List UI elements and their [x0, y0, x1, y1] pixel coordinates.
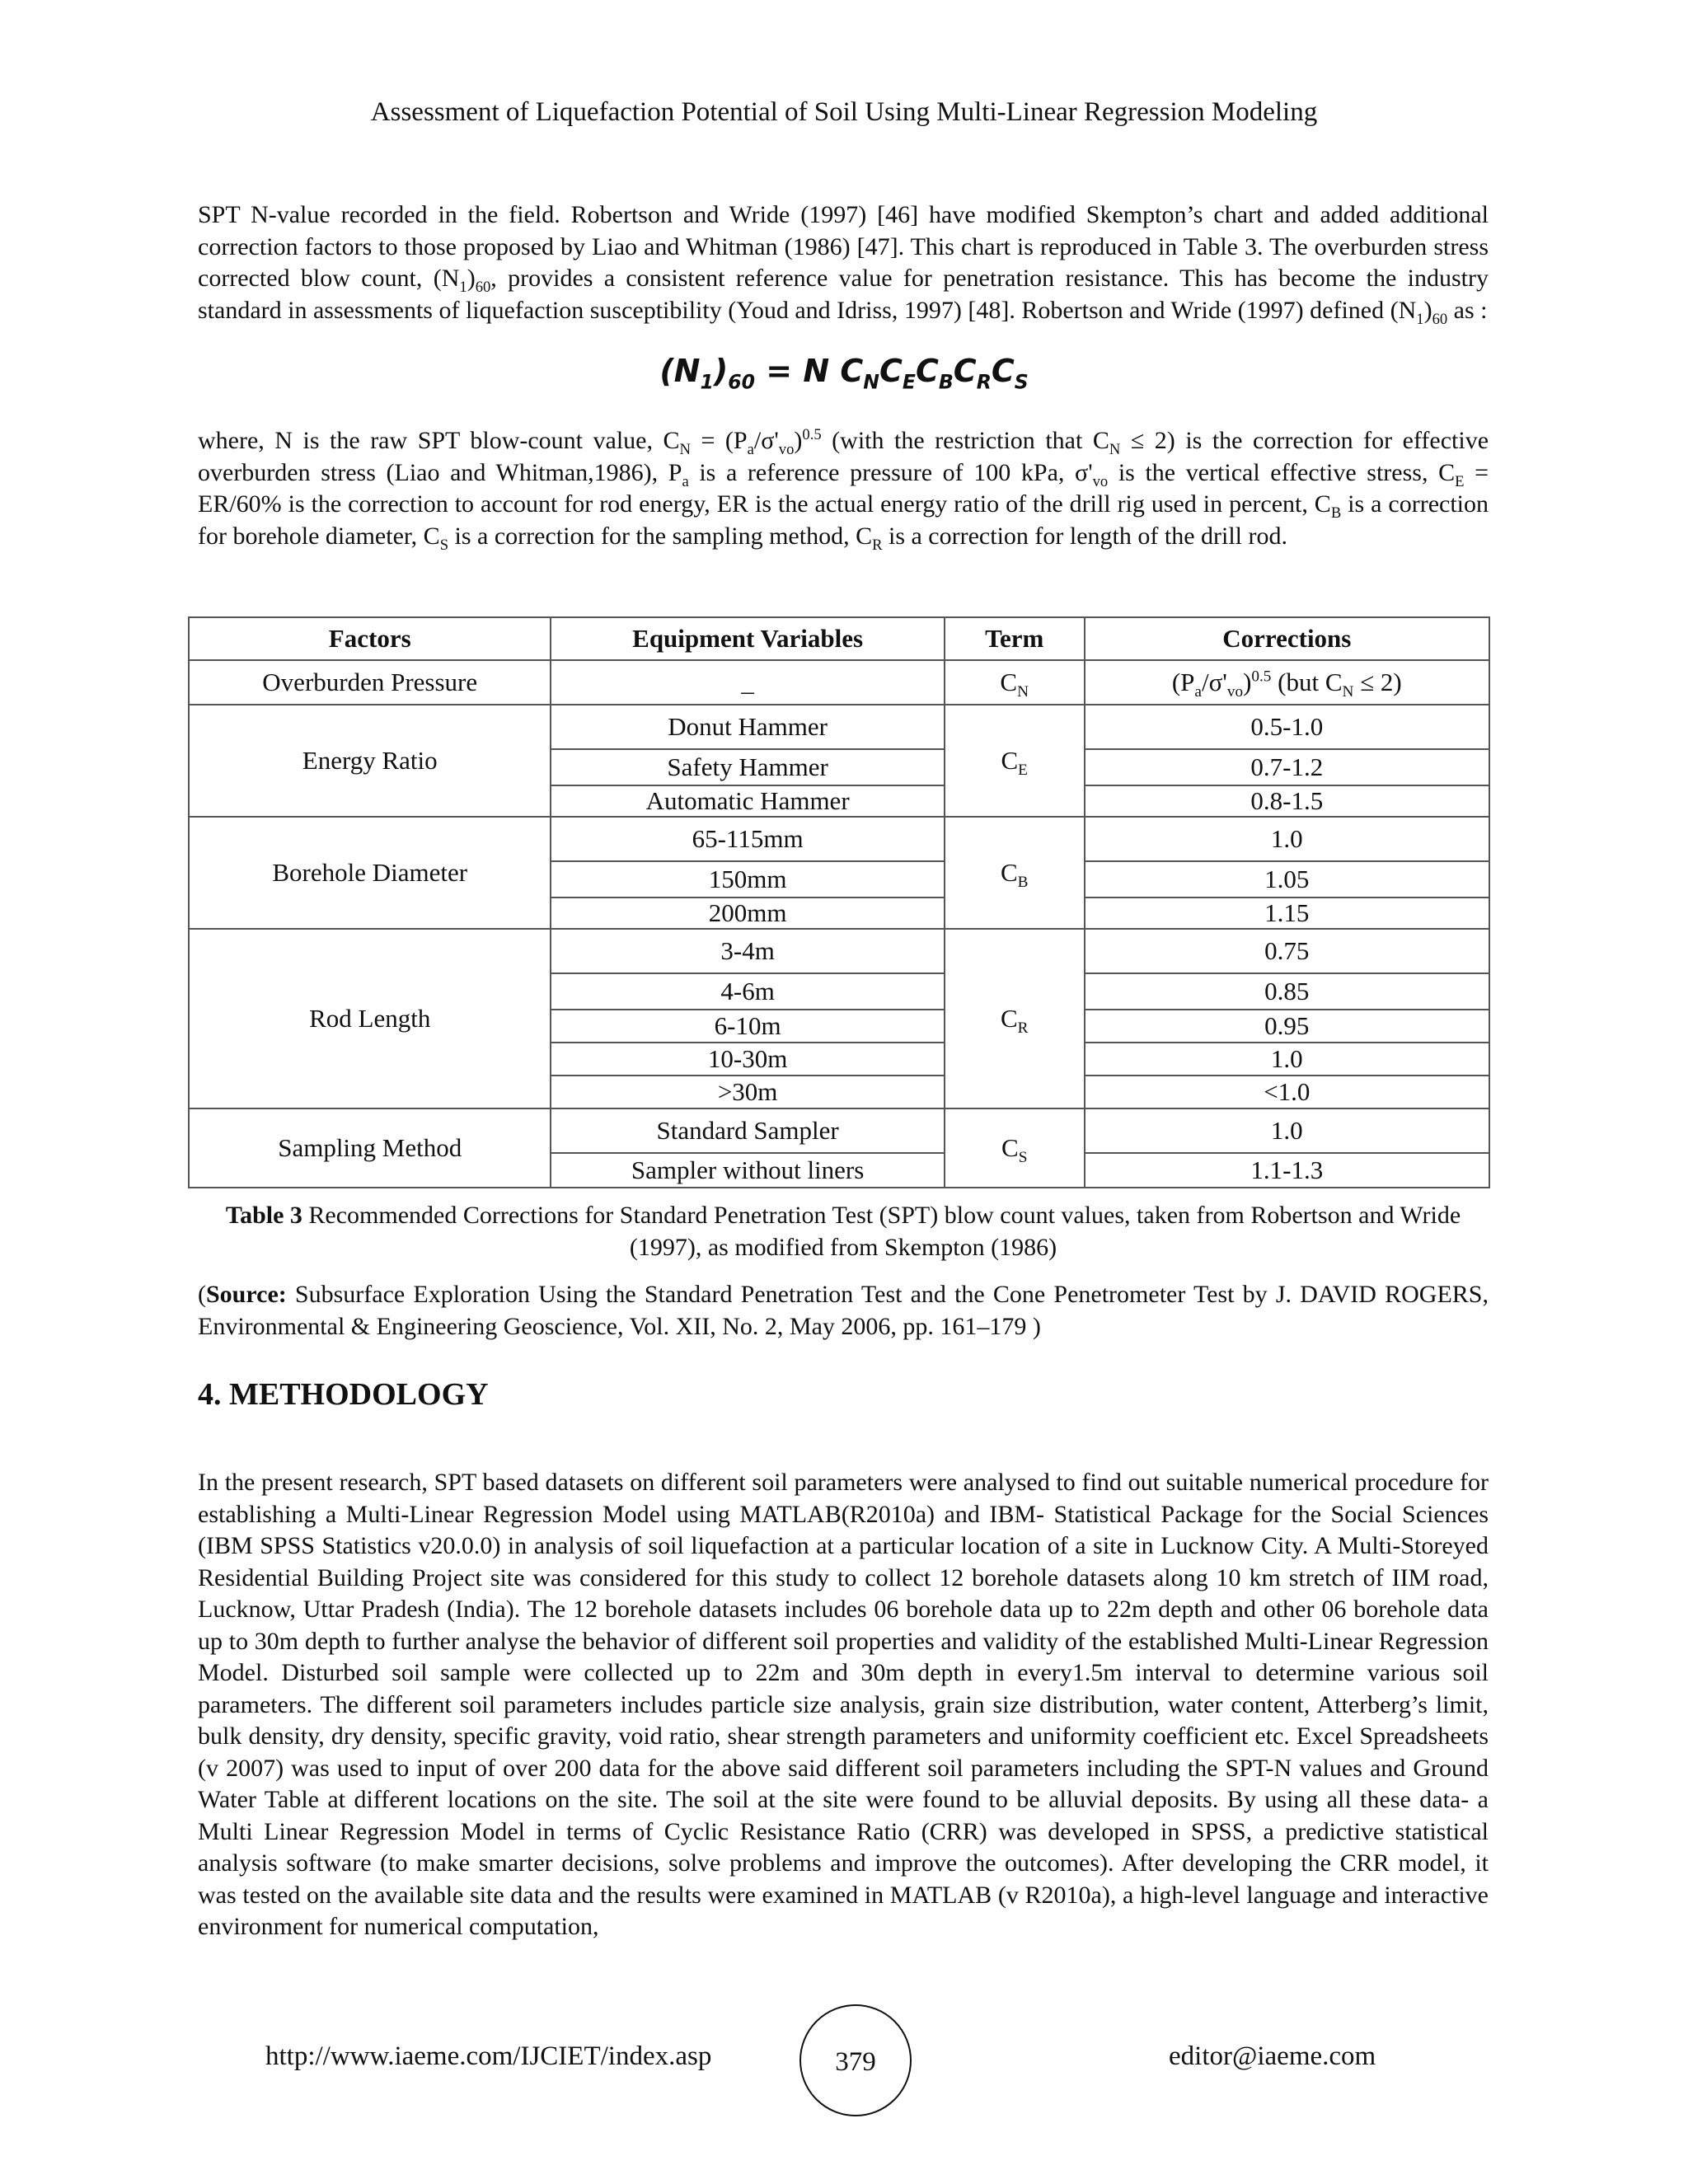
- term-cell: $C_B$: [945, 817, 1085, 929]
- term-cell: $C_N$: [945, 660, 1085, 705]
- variable-cell: 3-4m: [551, 929, 944, 973]
- correction-cell: 0.8-1.5: [1085, 785, 1489, 817]
- correction-cell: 0.7-1.2: [1085, 749, 1489, 785]
- table-header-cell: Corrections: [1085, 617, 1489, 660]
- variable-cell: 4-6m: [551, 973, 944, 1010]
- variable-cell: 6-10m: [551, 1010, 944, 1043]
- table-header-cell: Term: [945, 617, 1085, 660]
- table-row: [189, 1108, 1489, 1153]
- footer-email: editor@iaeme.com: [1169, 2041, 1376, 2071]
- factor-cell: Sampling Method: [189, 1108, 551, 1188]
- correction-cell: 0.75: [1085, 929, 1489, 973]
- correction-cell: <1.0: [1085, 1076, 1489, 1108]
- factor-cell: Overburden Pressure: [189, 660, 551, 705]
- running-header: Assessment of Liquefaction Potential of Soil Using Multi-Linear Regression Modeling: [370, 97, 1318, 127]
- source-note: (Source: Subsurface Exploration Using the Standard Penetration Test and the Cone Penetrometer Test by J. DAVID ROGERS, Environmental & Engineering Geoscience, Vol. XII, No. 2, May 2006, pp. 161–179 ): [198, 1281, 1489, 1340]
- table-caption: Table 3 Recommended Corrections for Standard Penetration Test (SPT) blow count values, taken from Robertson and Wride (1997), as modified from Skempton (1986): [225, 1202, 1461, 1261]
- section-heading: 4. METHODOLOGY: [198, 1377, 489, 1412]
- table-header-cell: Factors: [189, 617, 551, 660]
- variable-cell: Donut Hammer: [551, 705, 944, 749]
- variable-cell: 150mm: [551, 861, 944, 898]
- table-header-row: [189, 617, 1489, 660]
- footer-url: http://www.iaeme.com/IJCIET/index.asp: [265, 2041, 712, 2071]
- variable-cell: Safety Hammer: [551, 749, 944, 785]
- variable-cell: >30m: [551, 1076, 944, 1108]
- term-cell: $C_R$: [945, 929, 1085, 1108]
- correction-cell: 0.95: [1085, 1010, 1489, 1043]
- table-header-cell: Equipment Variables: [551, 617, 944, 660]
- factor-cell: Rod Length: [189, 929, 551, 1108]
- correction-cell: 0.85: [1085, 973, 1489, 1010]
- source-label: Source:: [206, 1281, 287, 1308]
- correction-cell: 1.0: [1085, 1108, 1489, 1153]
- correction-cell: 0.5-1.0: [1085, 705, 1489, 749]
- correction-cell: 1.1-1.3: [1085, 1153, 1489, 1188]
- spt-corrections-table: [188, 616, 1490, 1188]
- table-row: [189, 817, 1489, 861]
- page-number: 379: [799, 2004, 912, 2116]
- table-row: [189, 929, 1489, 973]
- correction-cell: 1.0: [1085, 1043, 1489, 1076]
- table-row: [189, 660, 1489, 705]
- caption-label: Table 3: [225, 1202, 302, 1229]
- where-paragraph: where, N is the raw SPT blow-count value, $C_N = (P_a/\sigma'_{vo})^{0.5}$ (with the restriction that $C_N \le 2$) is the correction for effective overburden stress (Liao and Whitman,1986), $P_a$ is a reference pressure of 100 kPa, $\sigma'_{vo}$ is the vertical effective stress, $C_E = ER/60\%$ is the correction to account for rod energy, ER is the actual energy ratio of the drill rig used in percent, $C_B$ is a correction for borehole diameter, $C_S$ is a correction for the sampling method, $C_R$ is a correction for length of the drill rod.: [198, 426, 1489, 554]
- methodology-paragraph: In the present research, SPT based datasets on different soil parameters were analysed to find out suitable numerical procedure for establishing a Multi-Linear Regression Model using MATLAB(R2010a) and IBM- Statistical Package for the Social Sciences (IBM SPSS Statistics v20.0.0) in analysis of soil liquefaction at a particular location of a site in Lucknow City. A Multi-Storeyed Residential Building Project site was considered for this study to collect 12 borehole datasets along 10 km stretch of IIM road, Lucknow, Uttar Pradesh (India). The 12 borehole datasets includes 06 borehole data up to 22m depth and other 06 borehole data up to 30m depth to further analyse the behavior of different soil properties and validity of the established Multi-Linear Regression Model. Disturbed soil sample were collected up to 22m and 30m depth in every1.5m interval to determine various soil parameters. The different soil parameters includes particle size analysis, grain size distribution, water content, Atterberg’s limit, bulk density, dry density, specific gravity, void ratio, shear strength parameters and uniformity coefficient etc. Excel Spreadsheets (v 2007) was used to input of over 200 data for the above said different soil parameters including the SPT-N values and Ground Water Table at different locations on the site. The soil at the site were found to be alluvial deposits. By using all these data- a Multi Linear Regression Model in terms of Cyclic Resistance Ratio (CRR) was developed in SPSS, a predictive statistical analysis software (to make smarter decisions, solve problems and improve the outcomes). After developing the CRR model, it was tested on the available site data and the results were examined in MATLAB (v R2010a), a high-level language and interactive environment for numerical computation,: [198, 1469, 1489, 1940]
- n160-equation: $(N_1)_{60} = N$ $C_NC_EC_BC_RC_S$: [659, 353, 1029, 394]
- correction-cell: $(P_a/\sigma'_{vo})^{0.5}$ (but $C_N \le 2$): [1085, 660, 1489, 705]
- variable-cell: 10-30m: [551, 1043, 944, 1076]
- intro-paragraph: SPT N-value recorded in the field. Robertson and Wride (1997) [46] have modified Skempton’s chart and added additional correction factors to those proposed by Liao and Whitman (1986) [47]. This chart is reproduced in Table 3. The overburden stress corrected blow count, $(N_1)_{60}$, provides a consistent reference value for penetration resistance. This has become the industry standard in assessments of liquefaction susceptibility (Youd and Idriss, 1997) [48]. Robertson and Wride (1997) defined $(N_1)_{60}$ as :: [198, 201, 1489, 328]
- variable-cell: _: [551, 660, 944, 705]
- factor-cell: Borehole Diameter: [189, 817, 551, 929]
- table-row: [189, 705, 1489, 749]
- variable-cell: 65-115mm: [551, 817, 944, 861]
- variable-cell: Standard Sampler: [551, 1108, 944, 1153]
- variable-cell: Automatic Hammer: [551, 785, 944, 817]
- correction-cell: 1.05: [1085, 861, 1489, 898]
- variable-cell: Sampler without liners: [551, 1153, 944, 1188]
- variable-cell: 200mm: [551, 898, 944, 929]
- term-cell: $C_S$: [945, 1108, 1085, 1188]
- correction-cell: 1.0: [1085, 817, 1489, 861]
- correction-cell: 1.15: [1085, 898, 1489, 929]
- factor-cell: Energy Ratio: [189, 705, 551, 817]
- term-cell: $C_E$: [945, 705, 1085, 817]
